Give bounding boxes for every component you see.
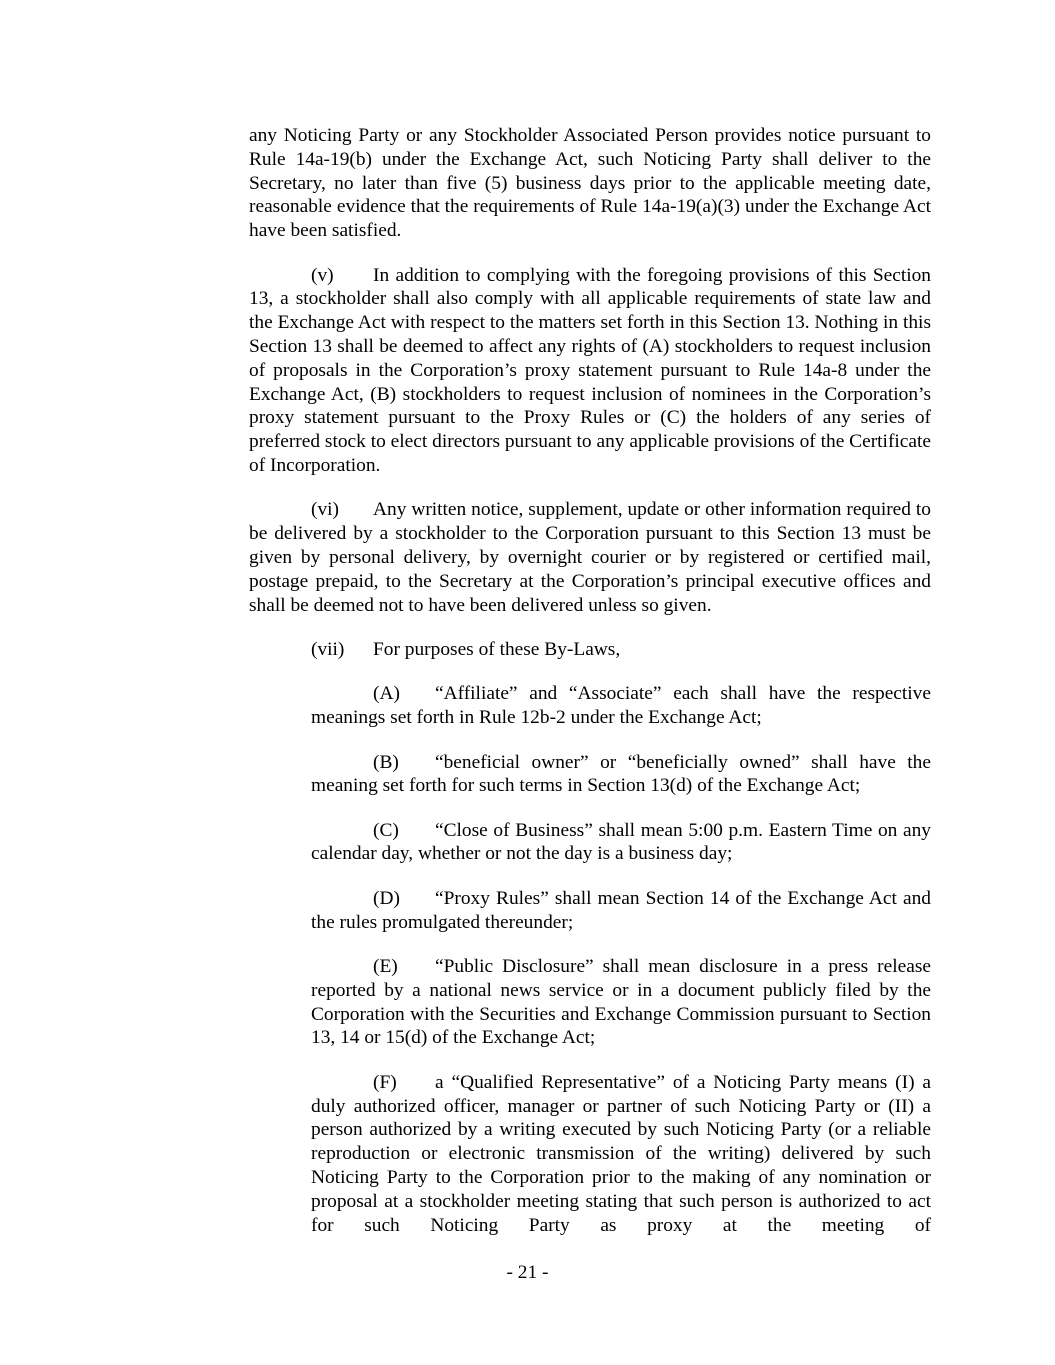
definition-b-label: (B): [373, 751, 399, 773]
paragraph-vi: [249, 498, 931, 617]
paragraph-vii-text: For purposes of these By-Laws,: [373, 638, 621, 660]
paragraph-vii-label: (vii): [311, 638, 345, 660]
definition-a: [311, 682, 931, 730]
paragraph-vi-text: Any written notice, supplement, update or other information required to be delivered by a stockholder to the Corporation pursuant to this Section 13 must be given by personal delivery, by overnight courier or by registered or certified mail, postage prepaid, to the Secretary at the Corporation’s principal executive offices and shall be deemed not to have been delivered unless so given.: [249, 499, 931, 616]
definition-e-text: “Public Disclosure” shall mean disclosure in a press release reported by a national news service or in a document publicly filed by the Corporation with the Securities and Exchange Commission pursuant to Section 13, 14 or 15(d) of the Exchange Act;: [311, 956, 931, 1049]
definition-d: [311, 887, 931, 935]
definition-b-text: “beneficial owner” or “beneficially owned” shall have the meaning set forth for such terms in Section 13(d) of the Exchange Act;: [311, 751, 931, 797]
definition-f: [311, 1071, 931, 1238]
paragraph-v: [249, 264, 931, 478]
definition-c-label: (C): [373, 819, 399, 841]
document-body: [249, 124, 931, 1258]
definition-c: [311, 819, 931, 867]
paragraph-vii: [249, 638, 931, 662]
definition-c-text: “Close of Business” shall mean 5:00 p.m. Eastern Time on any calendar day, whether or not the day is a business day;: [311, 819, 931, 865]
paragraph-vi-label: (vi): [311, 499, 339, 521]
definition-e: [311, 955, 931, 1050]
definition-a-label: (A): [373, 683, 400, 705]
definition-f-text: a “Qualified Representative” of a Noticing Party means (I) a duly authorized officer, manager or partner of such Noticing Party or (II) a person authorized by a writing executed by such Noticing Party (or a reliable reproduction or electronic transmission of the writing) delivered by such Noticing Party to the Corporation prior to the making of any nomination or proposal at a stockholder meeting stating that such person is authorized to act for such Noticing Party as proxy at the meeting of: [311, 1071, 931, 1236]
paragraph-continuation: any Noticing Party or any Stockholder Associated Person provides notice pursuant to Rule 14a-19(b) under the Exchange Act, such Noticing Party shall deliver to the Secretary, no later than five (5) business days prior to the applicable meeting date, reasonable evidence that the requirements of Rule 14a-19(a)(3) under the Exchange Act have been satisfied.: [249, 125, 931, 242]
definition-b: [311, 751, 931, 799]
paragraph-v-text: In addition to complying with the foregoing provisions of this Section 13, a stockholder shall also comply with all applicable requirements of state law and the Exchange Act with respect to the matters set forth in this Section 13. Nothing in this Section 13 shall be deemed to affect any rights of (A) stockholders to request inclusion of proposals in the Corporation’s proxy statement pursuant to Rule 14a-8 under the Exchange Act, (B) stockholders to request inclusion of nominees in the Corporation’s proxy statement pursuant to the Proxy Rules or (C) the holders of any series of preferred stock to elect directors pursuant to any applicable provisions of the Certificate of Incorporation.: [249, 264, 931, 476]
definition-d-label: (D): [373, 887, 400, 909]
paragraph-v-label: (v): [311, 264, 334, 286]
page-number: - 21 -: [506, 1262, 549, 1283]
definition-f-label: (F): [373, 1071, 397, 1093]
definition-a-text: “Affiliate” and “Associate” each shall have the respective meanings set forth in Rule 12b-2 under the Exchange Act;: [311, 683, 931, 729]
definition-e-label: (E): [373, 956, 398, 978]
definition-d-text: “Proxy Rules” shall mean Section 14 of the Exchange Act and the rules promulgated thereunder;: [311, 887, 931, 933]
